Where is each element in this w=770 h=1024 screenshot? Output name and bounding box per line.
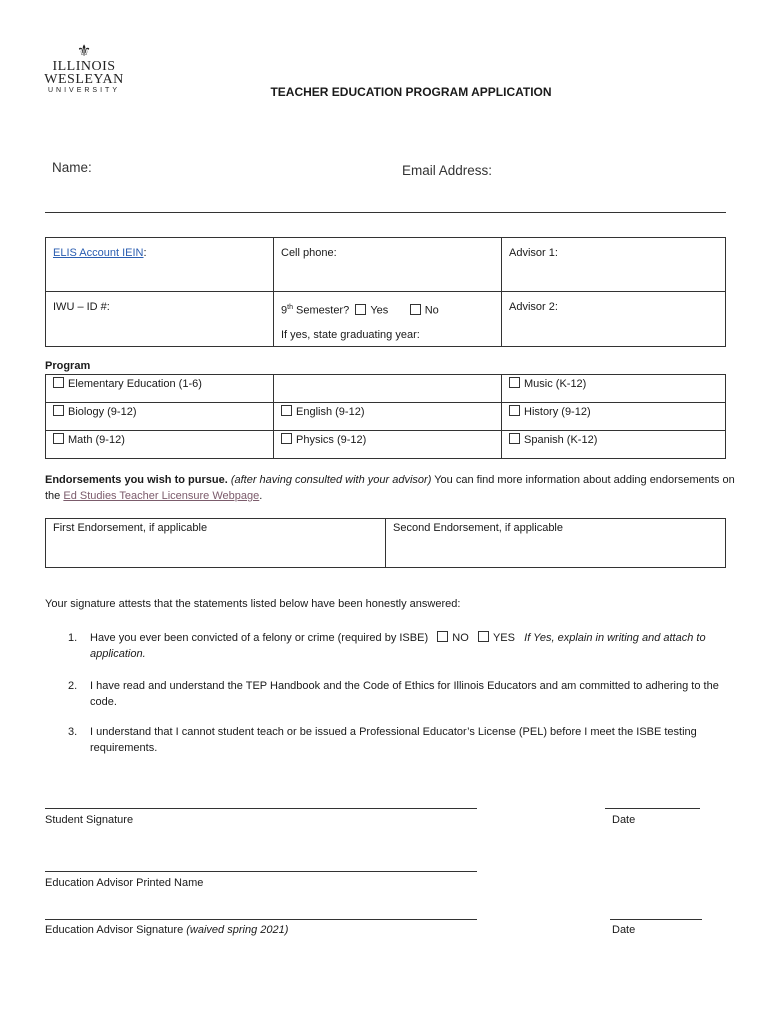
- iwu-id-cell[interactable]: [46, 292, 274, 347]
- semester-no-checkbox[interactable]: [410, 304, 421, 315]
- attest-item-2: [60, 678, 730, 712]
- endorsements-table: [45, 518, 726, 568]
- advisor-signature-label: [45, 922, 288, 938]
- item-number: 1.: [68, 632, 78, 644]
- cell-phone-cell[interactable]: [274, 238, 502, 292]
- student-date-label: Date: [612, 814, 636, 826]
- program-elementary[interactable]: [46, 375, 274, 403]
- program-label: Music (K-12): [524, 378, 587, 390]
- attest-item-1: [60, 630, 730, 664]
- semester-cell: [274, 292, 502, 347]
- program-spanish[interactable]: [502, 431, 726, 459]
- advisor-signature-note: (waived spring 2021): [186, 924, 289, 936]
- program-label: History (9-12): [524, 406, 591, 418]
- licensure-webpage-link[interactable]: Ed Studies Teacher Licensure Webpage: [63, 490, 260, 502]
- advisor-printed-name-label: Education Advisor Printed Name: [45, 877, 204, 889]
- felony-note: If Yes, explain in writing and attach to application.: [90, 632, 706, 660]
- program-math[interactable]: [46, 431, 274, 459]
- checkbox[interactable]: [281, 405, 292, 416]
- item-number: 3.: [68, 726, 78, 738]
- logo-line-3: UNIVERSITY: [47, 87, 120, 94]
- logo-emblem-icon: ⚜: [76, 43, 92, 60]
- felony-no-checkbox[interactable]: [437, 631, 448, 642]
- second-endorsement-cell[interactable]: [386, 519, 726, 568]
- program-english[interactable]: [274, 403, 502, 431]
- program-label: English (9-12): [296, 406, 365, 418]
- advisor-signature-line[interactable]: [45, 919, 477, 920]
- second-endorsement-label: Second Endorsement, if applicable: [393, 522, 563, 534]
- program-label: Elementary Education (1-6): [68, 378, 202, 390]
- elis-cell[interactable]: [46, 238, 274, 292]
- logo-line-2: WESLEYAN: [44, 72, 124, 87]
- semester-label: Semester?: [292, 304, 350, 317]
- checkbox[interactable]: [53, 433, 64, 444]
- advisor1-label: Advisor 1:: [509, 247, 558, 259]
- page-title: TEACHER EDUCATION PROGRAM APPLICATION: [270, 85, 552, 99]
- endorsements-text: [45, 472, 735, 504]
- semester-sup: th: [287, 304, 293, 311]
- item-text: Have you ever been convicted of a felony or crime (required by ISBE): [90, 632, 429, 644]
- felony-no-label: NO: [452, 632, 469, 644]
- elis-colon: :: [143, 247, 147, 259]
- item-number: 2.: [68, 680, 78, 692]
- program-empty: [274, 375, 502, 403]
- program-label: Math (9-12): [68, 434, 125, 446]
- checkbox[interactable]: [53, 377, 64, 388]
- endorsements-body: You can find more information about adding endorsements on the: [45, 474, 735, 502]
- checkbox[interactable]: [53, 405, 64, 416]
- program-label: Physics (9-12): [296, 434, 367, 446]
- advisor-printed-name-line[interactable]: [45, 871, 477, 872]
- email-label: Email Address:: [402, 163, 493, 178]
- name-label: Name:: [52, 160, 92, 175]
- checkbox[interactable]: [509, 377, 520, 388]
- program-physics[interactable]: [274, 431, 502, 459]
- student-date-line[interactable]: [605, 808, 700, 809]
- first-endorsement-cell[interactable]: [46, 519, 386, 568]
- endorsements-heading: Endorsements you wish to pursue.: [45, 474, 228, 486]
- first-endorsement-label: First Endorsement, if applicable: [53, 522, 208, 534]
- cell-phone-label: Cell phone:: [281, 247, 337, 259]
- student-signature-label: Student Signature: [45, 814, 134, 826]
- info-table: [45, 237, 726, 347]
- checkbox[interactable]: [281, 433, 292, 444]
- advisor-date-label: Date: [612, 924, 636, 936]
- felony-yes-label: YES: [492, 632, 515, 644]
- student-signature-line[interactable]: [45, 808, 477, 809]
- advisor-signature-text: Education Advisor Signature: [45, 924, 187, 936]
- program-table: [45, 374, 726, 459]
- item-text: I have read and understand the TEP Handbook and the Code of Ethics for Illinois Educators and am committed to adhering to the code.: [90, 680, 719, 708]
- grad-year-label: If yes, state graduating year:: [281, 328, 420, 341]
- felony-yes-checkbox[interactable]: [478, 631, 489, 642]
- program-heading: Program: [45, 360, 91, 372]
- elis-link[interactable]: ELIS Account IEIN: [53, 247, 144, 259]
- advisor1-cell[interactable]: [502, 238, 726, 292]
- program-label: Spanish (K-12): [524, 434, 598, 446]
- semester-yes-checkbox[interactable]: [355, 304, 366, 315]
- name-email-line[interactable]: [45, 212, 726, 213]
- attest-item-3: [60, 724, 730, 758]
- endorsements-period: .: [259, 490, 263, 502]
- program-label: Biology (9-12): [68, 406, 137, 418]
- endorsements-note: (after having consulted with your advisor): [227, 474, 432, 486]
- checkbox[interactable]: [509, 405, 520, 416]
- checkbox[interactable]: [509, 433, 520, 444]
- program-history[interactable]: [502, 403, 726, 431]
- semester-no-label: No: [424, 304, 439, 317]
- advisor-date-line[interactable]: [610, 919, 702, 920]
- logo-line-1: ILLINOIS: [52, 59, 116, 74]
- semester-num: 9: [281, 304, 288, 317]
- program-music[interactable]: [502, 375, 726, 403]
- advisor2-cell[interactable]: [502, 292, 726, 347]
- semester-yes-label: Yes: [370, 304, 389, 317]
- attest-intro: Your signature attests that the statements listed below have been honestly answered:: [45, 598, 461, 610]
- advisor2-label: Advisor 2:: [509, 301, 558, 313]
- item-text: I understand that I cannot student teach or be issued a Professional Educator’s License (PEL) before I meet the ISBE testing requirements.: [90, 726, 697, 754]
- iwu-id-label: IWU – ID #:: [53, 301, 110, 313]
- program-biology[interactable]: [46, 403, 274, 431]
